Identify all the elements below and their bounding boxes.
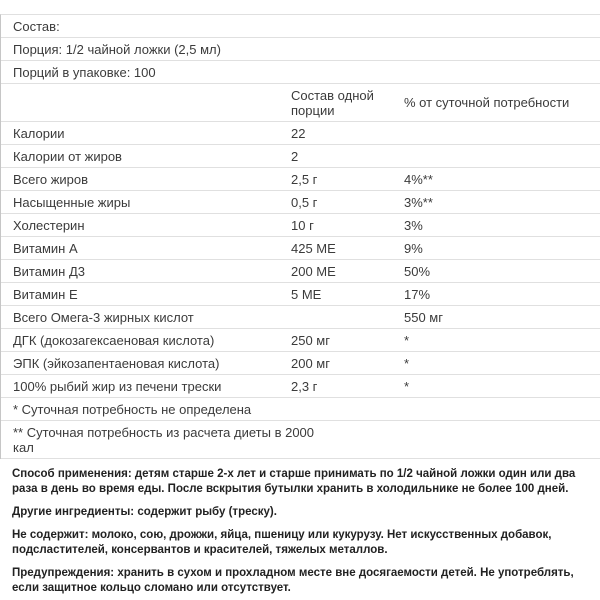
facts-row-epa bbox=[1, 352, 600, 375]
amount-value bbox=[291, 310, 404, 325]
does-not-contain-text: Не содержит: молоко, сою, дрожжи, яйца, пшеницу или кукурузу. Нет искусственных добавок, подсластителей, консервантов и красителей, тяжелых металлов. bbox=[12, 529, 552, 556]
nutrient-label: Витамин Д3 bbox=[13, 263, 85, 279]
amount-value: 10 г bbox=[291, 217, 314, 233]
facts-row-cholesterol bbox=[1, 214, 600, 237]
footnote-text: * Суточная потребность не определена bbox=[13, 401, 252, 417]
amount-value: 200 МЕ bbox=[291, 263, 336, 279]
column-header-amount: Состав одной порции bbox=[291, 87, 374, 118]
nutrient-label: Всего жиров bbox=[13, 171, 89, 187]
dv-value: 50% bbox=[404, 263, 431, 279]
dv-value: * bbox=[404, 355, 410, 371]
intro-text: Порций в упаковке: 100 bbox=[13, 64, 156, 80]
intro-row-composition bbox=[1, 15, 600, 38]
facts-row-vitamin-a bbox=[1, 237, 600, 260]
amount-value: 2 bbox=[291, 148, 299, 164]
dv-value: * bbox=[404, 378, 410, 394]
other-ingredients-text: Другие ингредиенты: содержит рыбу (треску). bbox=[12, 506, 277, 518]
dv-value: 9% bbox=[404, 240, 423, 256]
nutrient-label: Калории от жиров bbox=[13, 148, 122, 164]
facts-row-cod-liver-oil bbox=[1, 375, 600, 398]
footnote-row-dv-not-established bbox=[1, 398, 600, 421]
dv-value bbox=[404, 149, 600, 164]
intro-row-servings-per-container bbox=[1, 61, 600, 84]
amount-value: 2,5 г bbox=[291, 171, 318, 187]
facts-row-vitamin-e bbox=[1, 283, 600, 306]
dv-value: 4%** bbox=[404, 171, 433, 187]
facts-row-calories bbox=[1, 122, 600, 145]
intro-row-serving-size bbox=[1, 38, 600, 61]
facts-row-dha bbox=[1, 329, 600, 352]
nutrient-label: ДГК (докозагексаеновая кислота) bbox=[13, 332, 215, 348]
nutrient-label: Витамин Е bbox=[13, 286, 78, 302]
facts-row-saturated-fat bbox=[1, 191, 600, 214]
usage-directions-text: Способ применения: детям старше 2-х лет и старше принимать по 1/2 чайной ложки один или два раза в день во время еды. После вскрытия бутылки хранить в холодильнике не более 100 дней. bbox=[12, 468, 576, 495]
dv-value: * bbox=[404, 332, 410, 348]
nutrient-label: ЭПК (эйкозапентаеновая кислота) bbox=[13, 355, 220, 371]
nutrient-label: Всего Омега-3 жирных кислот bbox=[13, 309, 194, 325]
amount-value: 250 мг bbox=[291, 332, 330, 348]
amount-value: 425 МЕ bbox=[291, 240, 336, 256]
amount-value: 200 мг bbox=[291, 355, 330, 371]
dv-value: 550 мг bbox=[404, 309, 443, 325]
nutrient-label: 100% рыбий жир из печени трески bbox=[13, 378, 222, 394]
dv-value: 3% bbox=[404, 217, 423, 233]
amount-value: 0,5 г bbox=[291, 194, 318, 210]
intro-text: Порция: 1/2 чайной ложки (2,5 мл) bbox=[13, 41, 221, 57]
nutrient-label: Насыщенные жиры bbox=[13, 194, 131, 210]
supplement-facts-table bbox=[0, 14, 600, 459]
info-section bbox=[0, 459, 600, 596]
footnote-text: ** Суточная потребность из расчета диеты в 2000 кал bbox=[13, 424, 315, 455]
column-header-daily-value: % от суточной потребности bbox=[404, 95, 570, 110]
amount-value: 22 bbox=[291, 125, 306, 141]
amount-value: 2,3 г bbox=[291, 378, 318, 394]
facts-header-row bbox=[1, 84, 600, 122]
facts-row-calories-from-fat bbox=[1, 145, 600, 168]
nutrient-label: Витамин А bbox=[13, 240, 78, 256]
dv-value bbox=[404, 126, 600, 141]
warnings-text: Предупреждения: хранить в сухом и прохладном месте вне досягаемости детей. Не употреблять, если защитное кольцо сломано или отсутствует. bbox=[12, 567, 574, 594]
dv-value: 3%** bbox=[404, 194, 433, 210]
nutrient-label: Холестерин bbox=[13, 217, 85, 233]
dv-value: 17% bbox=[404, 286, 431, 302]
nutrient-label: Калории bbox=[13, 125, 65, 141]
facts-row-total-fat bbox=[1, 168, 600, 191]
amount-value: 5 МЕ bbox=[291, 286, 322, 302]
facts-row-vitamin-d3 bbox=[1, 260, 600, 283]
intro-text: Состав: bbox=[13, 18, 60, 34]
facts-row-total-omega3 bbox=[1, 306, 600, 329]
footnote-row-2000-cal-diet bbox=[1, 421, 600, 459]
